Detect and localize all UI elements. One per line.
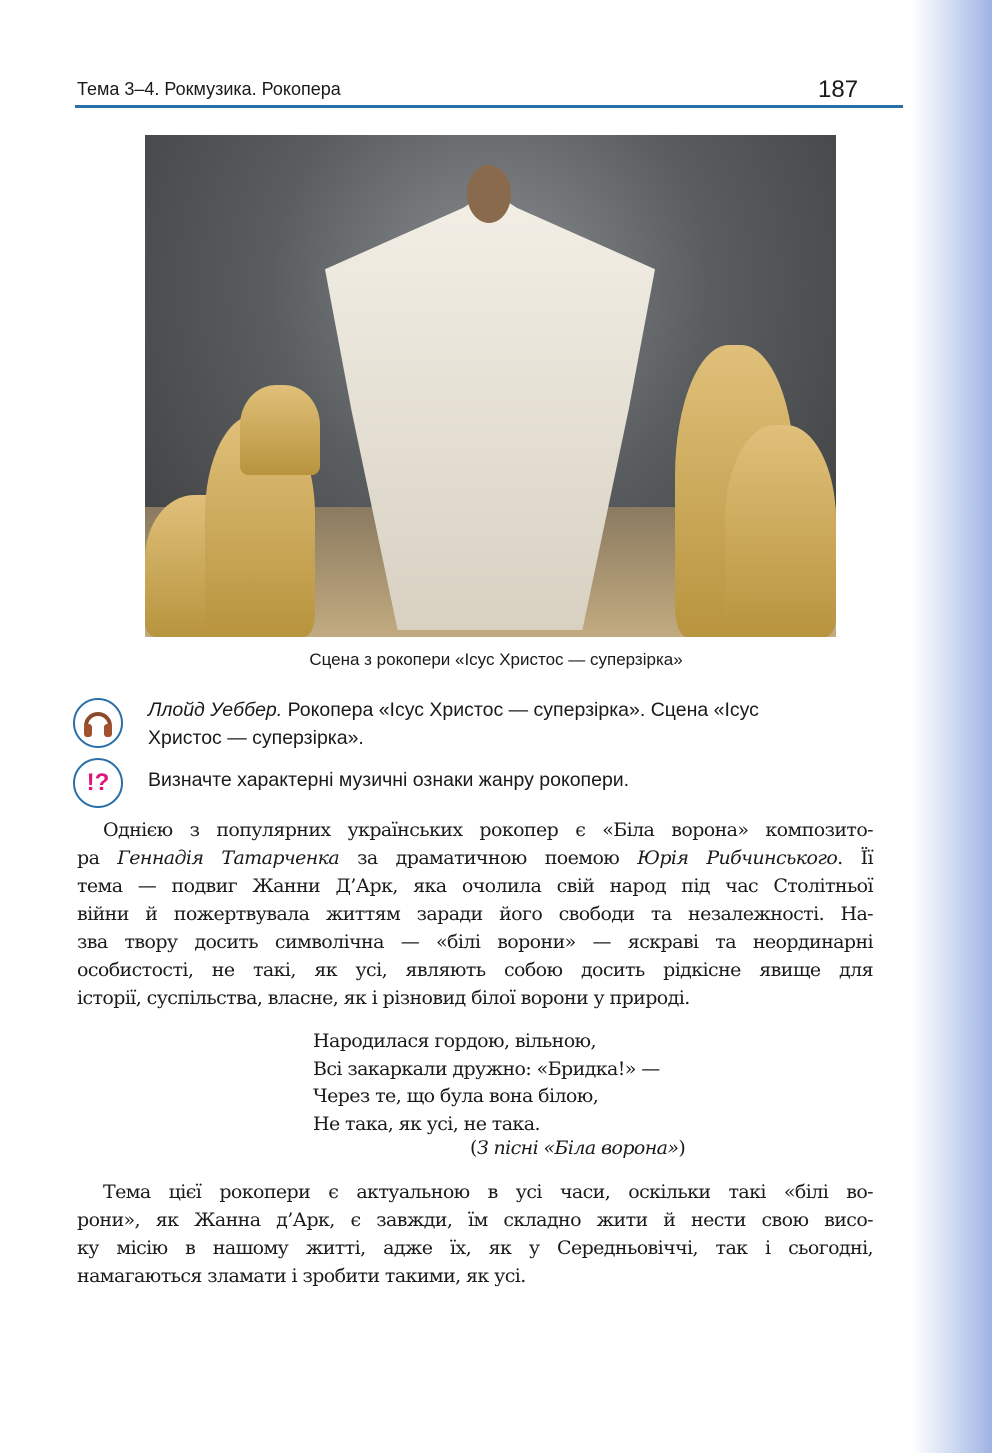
text-line: рони», як Жанна д’Арк, є завжди, їм складно жити й нести свою висо- — [77, 1209, 873, 1231]
poem-line: Народилася гордою, вільною, — [313, 1030, 596, 1052]
poem-line: Всі закаркали дружно: «Бридка!» — — [313, 1057, 660, 1080]
page-number: 187 — [818, 76, 859, 103]
text-line: тема — подвиг Жанни Д’Арк, яка очолила свій народ під час Столітньої — [77, 875, 873, 897]
performer-figure — [240, 385, 320, 475]
icon-glyph: !? — [86, 769, 110, 796]
paren: ( — [470, 1137, 477, 1159]
text-run: за драматичною поемою — [339, 847, 638, 869]
text-line: історії, суспільства, власне, як і різновид білої ворони у природі. — [77, 987, 690, 1009]
composer-name: Ллойд Уеббер. — [148, 699, 283, 721]
poem-line: Через те, що була вона білою, — [313, 1085, 599, 1107]
paragraph-1 — [77, 816, 873, 1012]
text-line: намагаються зламати і зробити такими, як усі. — [77, 1265, 526, 1287]
listening-task — [148, 696, 878, 752]
text-line: особистості, не такі, як усі, являють собою досить рідкісне явище для — [77, 959, 873, 981]
exclamation-question-icon — [73, 758, 123, 808]
paren: ) — [678, 1137, 686, 1159]
question-text: Визначте характерні музичні ознаки жанру рокопери. — [148, 769, 630, 791]
poet-name: Юрія Рибчинського — [637, 847, 838, 869]
poem-source — [470, 1137, 685, 1159]
listening-text: Рокопера «Ісус Христос — суперзірка». Сцена «Ісус — [282, 699, 759, 721]
listening-text: Христос — суперзірка». — [148, 727, 364, 749]
text-run: . Її — [837, 847, 873, 869]
page-edge-gradient — [912, 0, 992, 1453]
poem — [313, 1028, 660, 1138]
text-line: війни й пожертвувала життям заради його свободи та незалежності. На- — [77, 903, 873, 925]
photo-caption: Сцена з рокопери «Ісус Христос — суперзірка» — [309, 650, 683, 669]
performer-figure — [725, 425, 836, 637]
text-line: Тема цієї рокопери є актуальною в усі часи, оскільки такі «білі во- — [103, 1181, 873, 1203]
rock-opera-scene-photo — [145, 135, 836, 637]
headphones-icon — [73, 698, 123, 748]
paragraph-2 — [77, 1178, 873, 1290]
central-figure-head — [467, 165, 511, 223]
text-line: Однією з популярних українських рокопер є «Біла ворона» композито- — [103, 819, 873, 841]
header-rule — [75, 105, 903, 108]
poem-source-text: З пісні «Біла ворона» — [476, 1137, 679, 1159]
text-line: ку місію в нашому житті, адже їх, як у Середньовіччі, так і сьогодні, — [77, 1237, 873, 1259]
poem-line: Не така, як усі, не така. — [313, 1112, 540, 1135]
running-header: Тема 3–4. Рокмузика. Рокопера — [77, 79, 341, 99]
text-run: ра — [77, 847, 118, 869]
text-line — [77, 844, 873, 872]
composer-name: Геннадія Татарченка — [117, 847, 340, 869]
text-line: зва твору досить символічна — «білі ворони» — яскраві та неординарні — [77, 931, 873, 953]
